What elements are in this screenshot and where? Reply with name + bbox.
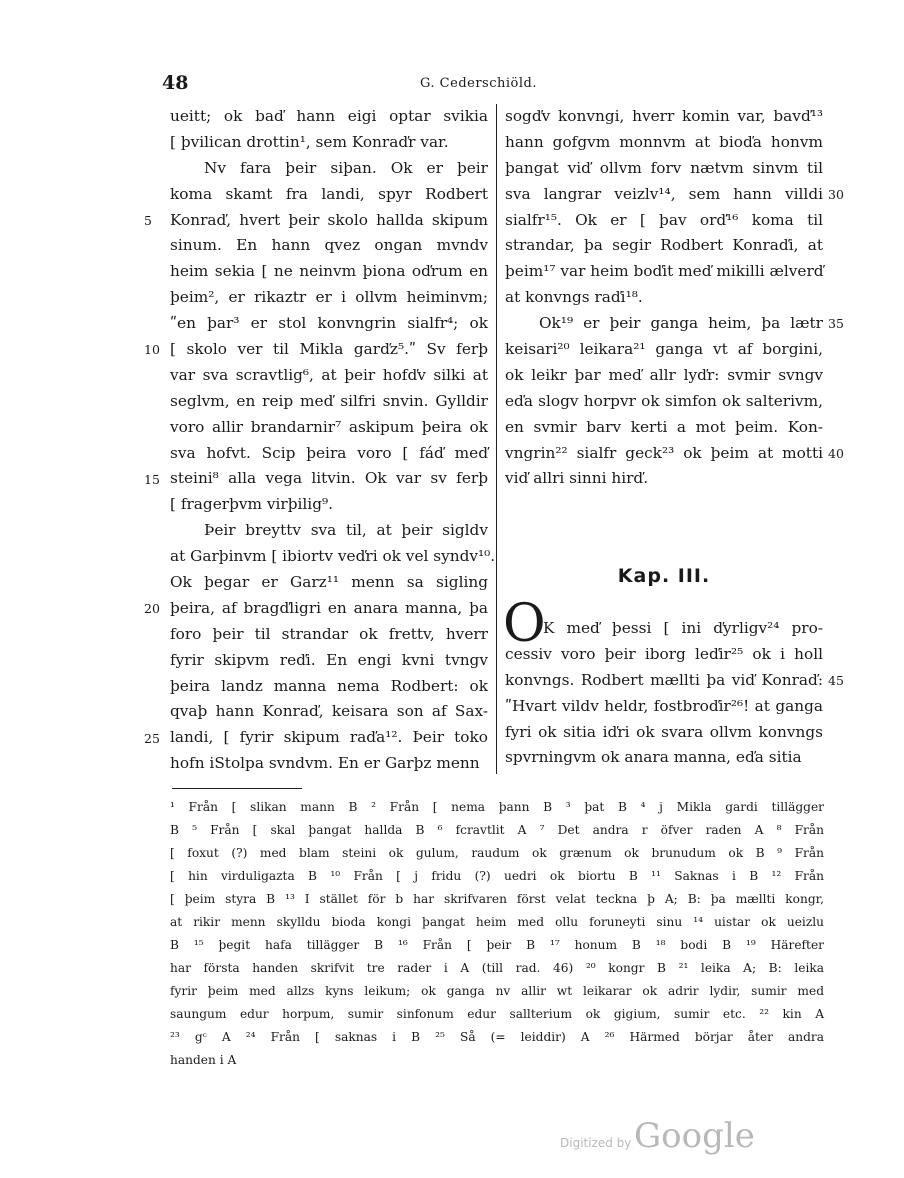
footnote-line: [ þeim styra B ¹³ I stället för b har skrifvaren först velat teckna þ A; B: þa mællti kongr,: [170, 892, 824, 906]
text-line: eďa slogv horpvr ok simfon ok salterivm,: [505, 391, 823, 410]
text-line: koma skamt fra landi, spyr Rodbert: [170, 184, 488, 203]
text-line: sva hofvt. Scip þeira voro [ fáď meď: [170, 443, 488, 462]
line-number: 35: [828, 316, 844, 332]
text-line: spvrningvm ok anara manna, eďa sitia: [505, 748, 802, 767]
digitized-watermark: [560, 1116, 760, 1160]
text-line: þangat viď ollvm forv nætvm sinvm til: [505, 158, 823, 177]
chapter-dropcap: O: [503, 594, 546, 654]
text-line: [ fragerþvm virþilig⁹.: [170, 495, 333, 514]
text-line: Þeir breyttv sva til, at þeir sigldv: [204, 521, 488, 540]
text-line: strandar, þa segir Rodbert Konraďi, at: [505, 236, 823, 255]
text-line: heim sekia [ ne neinvm þiona oďrum en: [170, 262, 488, 281]
left-column: [170, 104, 496, 777]
column-divider: [496, 104, 497, 774]
footnote-line: ¹ Från [ slikan mann B ² Från [ nema þann B ³ þat B ⁴ j Mikla gardi tillägger: [170, 800, 824, 814]
text-line: ʺen þar³ er stol konvngrin sialfr⁴; ok: [170, 314, 488, 333]
text-line: Konraď, hvert þeir skolo hallda skipum: [170, 210, 488, 229]
text-line: þeira landz manna nema Rodbert: ok: [170, 676, 488, 695]
text-line: Ok þegar er Garz¹¹ menn sa sigling: [170, 573, 488, 592]
text-line: hann gofgvm monnvm at bioďa honvm: [505, 132, 823, 151]
footnote-line: har första handen skrifvit tre rader i A (till rad. 46) ²⁰ kongr B ²¹ leika A; B: leika: [170, 961, 824, 975]
text-line: Ok¹⁹ er þeir ganga heim, þa lætr: [539, 314, 823, 333]
text-line: foro þeir til strandar ok frettv, hverr: [170, 624, 488, 643]
text-line: konvngs. Rodbert mællti þa viď Konraď:: [505, 670, 823, 689]
footnotes: [170, 796, 824, 1072]
text-line: sva langrar veizlv¹⁴, sem hann villdi: [505, 184, 823, 203]
footnote-line: at rikir menn skylldu bioda kongi þangat heim med ollu foruneyti sinu ¹⁴ uistar ok ueizlu: [170, 915, 824, 929]
text-line: K meď þessi [ ini ďyrligv²⁴ pro-: [543, 619, 823, 637]
line-number: 5: [144, 212, 152, 228]
text-line: þeim², er rikaztr er i ollvm heiminvm;: [170, 288, 488, 307]
line-number: 30: [828, 186, 844, 202]
footnote-line: B ¹⁵ þegit hafa tillägger B ¹⁶ Från [ þeir B ¹⁷ honum B ¹⁸ bodi B ¹⁹ Härefter: [170, 938, 824, 952]
text-line: sialfr¹⁵. Ok er [ þav orď¹⁶ koma til: [505, 210, 823, 229]
text-line: landi, [ fyrir skipum raďa¹². Þeir toko: [170, 728, 488, 747]
text-line: ok leikr þar meď allr lyďr: svmir svngv: [505, 365, 823, 384]
text-line: ʺHvart vildv heldr, fostbroďir²⁶! at ganga: [505, 696, 823, 715]
line-number: 25: [144, 730, 160, 746]
page-header: [0, 72, 904, 96]
right-column: [505, 104, 823, 492]
text-line: cessiv voro þeir iborg leďir²⁵ ok i holl: [505, 644, 823, 663]
text-line: [ þvilican drottin¹, sem Konraďr var.: [170, 132, 449, 151]
line-number: 40: [828, 445, 844, 461]
footnote-line: ²³ gᶜ A ²⁴ Från [ saknas i B ²⁵ Så (= leiddir) A ²⁶ Härmed börjar åter andra: [170, 1030, 824, 1044]
text-line: þeim¹⁷ var heim boďit meď mikilli ælverď: [505, 262, 824, 281]
chapter-heading: Kap. III.: [617, 565, 711, 587]
text-line: viď allri sinni hirď.: [505, 469, 649, 488]
chapter-text: [505, 616, 823, 771]
text-line: keisari²⁰ leikara²¹ ganga vt af borgini,: [505, 340, 823, 359]
google-logo: Google: [634, 1116, 755, 1156]
text-line: en svmir barv kerti a mot þeim. Kon-: [505, 417, 823, 436]
text-line: voro allir brandarnir⁷ askipum þeira ok: [170, 417, 488, 436]
text-line: þeira, af bragďligri en anara manna, þa: [170, 598, 488, 617]
running-head: G. Cederschiöld.: [420, 76, 537, 91]
text-line: qvaþ hann Konraď, keisara son af Sax-: [170, 702, 488, 721]
line-number: 10: [144, 342, 160, 358]
text-line: seglvm, en reip meď silfri snvin. Gylldir: [170, 391, 488, 410]
footnote-line: handen i A: [170, 1053, 237, 1067]
text-line: hofn iStolpa svndvm. En er Garþz menn: [170, 754, 480, 773]
footnote-line: saungum edur horpum, sumir sinfonum edur sallterium ok gigium, sumir etc. ²² kin A: [170, 1007, 824, 1021]
text-line: fyri ok sitia iďri ok svara ollvm konvngs: [505, 722, 823, 741]
text-line: vngrin²² sialfr geck²³ ok þeim at motti: [505, 443, 823, 462]
footnote-line: [ foxut (?) med blam steini ok gulum, raudum ok grænum ok brunudum ok B ⁹ Från: [170, 846, 824, 860]
watermark-label: Digitized by: [560, 1136, 632, 1150]
text-line: var sva scravtlig⁶, at þeir hofďv silki at: [170, 365, 488, 384]
text-line: at konvngs raďi¹⁸.: [505, 288, 643, 307]
text-line: Nv fara þeir siþan. Ok er þeir: [204, 158, 488, 177]
text-line: ueitt; ok baď hann eigi optar svikia: [170, 107, 488, 125]
text-line: fyrir skipvm reďi. En engi kvni tvngv: [170, 650, 488, 669]
line-number: 20: [144, 601, 160, 617]
footnote-line: fyrir þeim med allzs kyns leikum; ok ganga nv allir wt leikarar ok adrir lydir, sumir med: [170, 984, 824, 998]
footnote-rule: [172, 788, 302, 789]
text-line: at Garþinvm [ ibiortv veďri ok vel syndv¹⁰.: [170, 547, 496, 566]
text-line: [ skolo ver til Mikla garďz⁵.ʺ Sv ferþ: [170, 340, 488, 359]
page-number: 48: [162, 72, 189, 94]
text-line: sogďv konvngi, hverr komin var, bavď¹³: [505, 107, 823, 125]
footnote-line: [ hin virduligazta B ¹⁰ Från [ j fridu (?) uedri ok biortu B ¹¹ Saknas i B ¹² Från: [170, 869, 824, 883]
text-line: sinum. En hann qvez ongan mvndv: [170, 236, 488, 255]
text-line: steini⁸ alla vega litvin. Ok var sv ferþ: [170, 469, 488, 488]
line-number: 15: [144, 471, 160, 487]
footnote-line: B ⁵ Från [ skal þangat hallda B ⁶ fcravtlit A ⁷ Det andra r öfver raden A ⁸ Från: [170, 823, 824, 837]
line-number: 45: [828, 672, 844, 688]
